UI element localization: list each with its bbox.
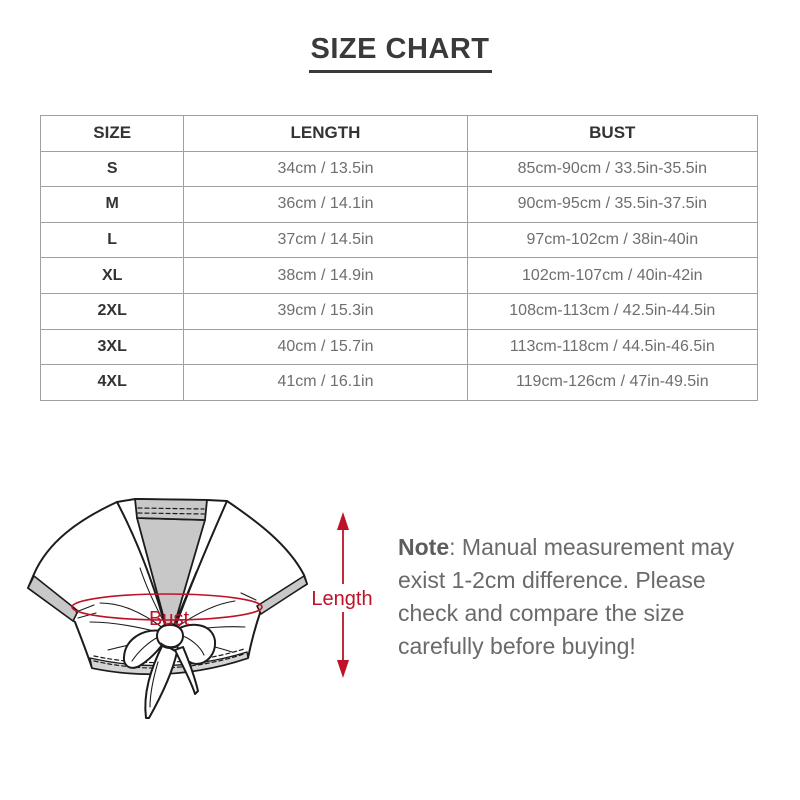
size-cell: 2XL [41, 293, 184, 329]
collar-band [135, 499, 207, 520]
bust-label: Bust [148, 608, 190, 630]
bust-cell: 90cm-95cm / 35.5in-37.5in [467, 187, 757, 223]
table-header-row [41, 116, 758, 152]
table-row [41, 293, 758, 329]
arrowhead-down [337, 660, 349, 678]
column-header-size: SIZE [41, 116, 184, 152]
note-line: exist 1-2cm difference. Please [398, 567, 706, 593]
bust-cell: 108cm-113cm / 42.5in-44.5in [467, 293, 757, 329]
size-cell: M [41, 187, 184, 223]
size-cell: L [41, 222, 184, 258]
length-label: Length [311, 588, 373, 610]
measurement-note [398, 531, 778, 663]
page-title: SIZE CHART [309, 33, 492, 73]
table-row [41, 187, 758, 223]
table-row [41, 222, 758, 258]
bust-cell: 102cm-107cm / 40in-42in [467, 258, 757, 294]
table-row [41, 329, 758, 365]
size-cell: S [41, 151, 184, 187]
title-bar [0, 33, 800, 73]
garment-diagram [20, 480, 390, 800]
length-cell: 39cm / 15.3in [184, 293, 467, 329]
length-cell: 34cm / 13.5in [184, 151, 467, 187]
note-line: Note: Manual measurement may [398, 534, 735, 560]
size-cell: 3XL [41, 329, 184, 365]
bust-cell: 113cm-118cm / 44.5in-46.5in [467, 329, 757, 365]
arrowhead-up [337, 512, 349, 530]
bust-cell: 97cm-102cm / 38in-40in [467, 222, 757, 258]
length-cell: 40cm / 15.7in [184, 329, 467, 365]
size-table [40, 115, 758, 401]
length-cell: 38cm / 14.9in [184, 258, 467, 294]
size-cell: 4XL [41, 365, 184, 401]
column-header-length: LENGTH [184, 116, 467, 152]
length-cell: 37cm / 14.5in [184, 222, 467, 258]
table-row [41, 258, 758, 294]
note-label: Note [398, 534, 450, 560]
note-line: carefully before buying! [398, 633, 636, 659]
size-cell: XL [41, 258, 184, 294]
table-row [41, 151, 758, 187]
column-header-bust: BUST [467, 116, 757, 152]
note-line: check and compare the size [398, 600, 685, 626]
table-row [41, 365, 758, 401]
bust-cell: 119cm-126cm / 47in-49.5in [467, 365, 757, 401]
length-cell: 41cm / 16.1in [184, 365, 467, 401]
length-cell: 36cm / 14.1in [184, 187, 467, 223]
bust-cell: 85cm-90cm / 33.5in-35.5in [467, 151, 757, 187]
